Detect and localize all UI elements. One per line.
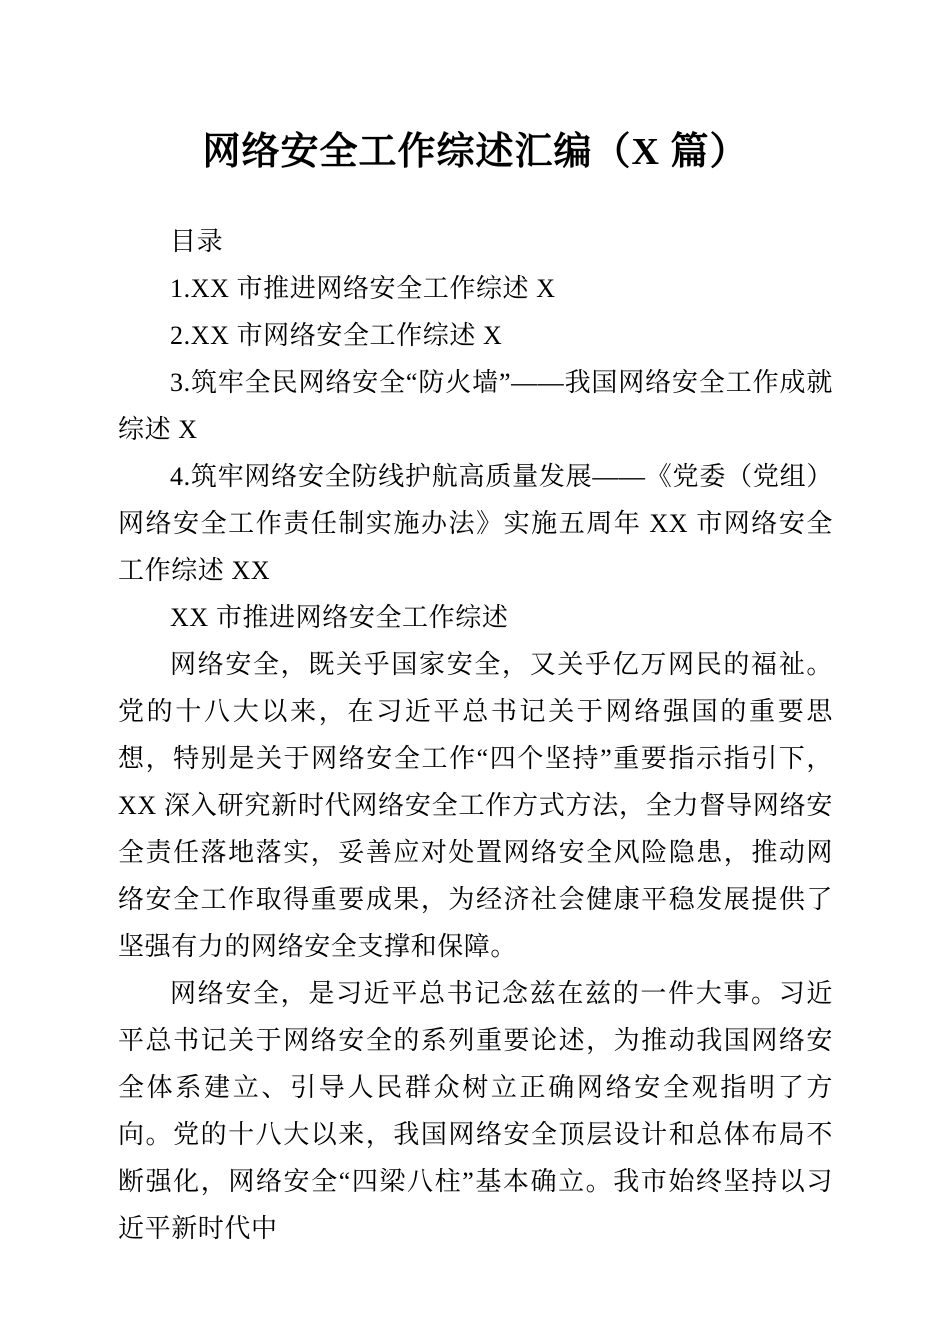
toc-item-1: 1.XX 市推进网络安全工作综述 X [170, 274, 556, 303]
page-title: 网络安全工作综述汇编（X 篇） [202, 131, 749, 173]
section-heading: XX 市推进网络安全工作综述 [170, 603, 509, 632]
toc-item-4: 4.筑牢网络安全防线护航高质量发展——《党委（党组）网络安全工作责任制实施办法》实施五周年 XX 市网络安全工作综述 XX [118, 462, 833, 585]
document-body [118, 218, 833, 1252]
toc-item-2: 2.XX 市网络安全工作综述 X [170, 321, 503, 350]
toc-item-3: 3.筑牢全民网络安全“防火墙”——我国网络安全工作成就综述 X [118, 368, 833, 444]
toc-label: 目录 [170, 227, 224, 256]
paragraph: 网络安全，既关乎国家安全，又关乎亿万网民的福祉。党的十八大以来，在习近平总书记关于网络强国的重要思想，特别是关于网络安全工作“四个坚持”重要指示指引下，XX 深入研究新时代网络安全工作方式方法，全力督导网络安全责任落地落实，妥善应对处置网络安全风险隐患，推动网络安全工作取得重要成果，为经济社会健康平稳发展提供了坚强有力的网络安全支撑和保障。 [118, 650, 833, 961]
paragraph: 网络安全，是习近平总书记念兹在兹的一件大事。习近平总书记关于网络安全的系列重要论述，为推动我国网络安全体系建立、引导人民群众树立正确网络安全观指明了方向。党的十八大以来，我国网络安全顶层设计和总体布局不断强化，网络安全“四梁八柱”基本确立。我市始终坚持以习近平新时代中 [118, 979, 833, 1243]
